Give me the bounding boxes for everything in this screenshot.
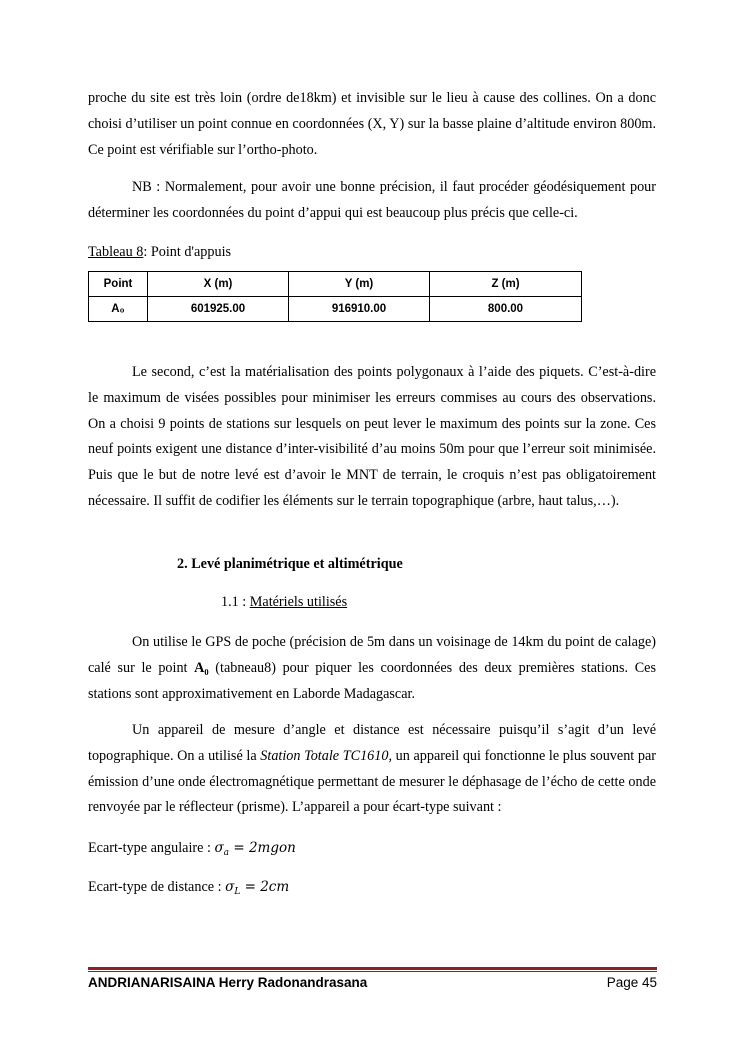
- formula-distance-symbol: σ: [225, 879, 235, 895]
- formula-distance-sub: L: [234, 887, 241, 897]
- gps-point-ref: A₀: [194, 659, 209, 676]
- paragraph-station: [88, 718, 656, 821]
- subsection-number: 1.1 :: [221, 594, 250, 610]
- table-header-point: Point: [89, 272, 148, 297]
- paragraph-gps: [88, 630, 656, 707]
- table-row: [89, 297, 582, 322]
- page-number: Page 45: [606, 975, 657, 990]
- paragraph-intro: proche du site est très loin (ordre de18km) et invisible sur le lieu à cause des collines. On a donc choisi d’utiliser un point connue en coordonnées (X, Y) sur la basse plaine d’altitude environ 800m. Ce point est vérifiable sur l’ortho-photo.: [88, 90, 656, 158]
- section-heading: 2. Levé planimétrique et altimétrique: [177, 556, 403, 572]
- table-caption-text: : Point d'appuis: [143, 244, 232, 260]
- table-caption-label: Tableau 8: [88, 244, 144, 260]
- table-cell-z: 800.00: [430, 297, 582, 322]
- table-cell-point: A₀: [89, 297, 148, 322]
- table-cell-y: 916910.00: [289, 297, 430, 322]
- formula-distance-label: Ecart-type de distance :: [88, 879, 226, 895]
- formula-distance: [88, 877, 289, 902]
- table-caption: [88, 242, 231, 262]
- subsection-heading: [221, 594, 347, 611]
- gps-text-after: (tabneau8) pour piquer les coordonnées des deux premières stations. Ces stations sont approximativement en Laborde Madagascar.: [88, 659, 656, 702]
- station-name: Station Totale TC1610,: [260, 747, 393, 764]
- gps-text-before: On utilise le GPS de poche (précision de 5m dans un voisinage de 14km du point de calage) calé sur le point: [88, 634, 656, 676]
- points-table: [88, 271, 582, 322]
- table-header-z: Z (m): [430, 272, 582, 297]
- paragraph-nb: NB : Normalement, pour avoir une bonne précision, il faut procéder géodésiquement pour déterminer les coordonnées du point d’appui qui est beaucoup plus précis que celle-ci.: [88, 179, 656, 221]
- table-header-y: Y (m): [289, 272, 430, 297]
- table-header-x: X (m): [148, 272, 289, 297]
- formula-distance-value: = 2cm: [240, 879, 290, 895]
- station-text-before: Un appareil de mesure d’angle et distance est nécessaire puisqu’il s’agit d’un levé topographique. On a utilisé la: [88, 722, 656, 764]
- footer-rule-thin: [88, 971, 657, 972]
- formula-angular-sub: a: [223, 848, 230, 858]
- station-text-after: un appareil qui fonctionne le plus souvent par émission d’une onde électromagnétique permettant de mesurer le déphasage de l’écho de cette onde renvoyée par le réflecteur (prisme). L’appareil a pour écart-type suivant :: [88, 747, 656, 816]
- subsection-title: Matériels utilisés: [249, 594, 348, 610]
- formula-angular-symbol: σ: [214, 840, 224, 856]
- formula-angular: [88, 838, 296, 863]
- table-cell-x: 601925.00: [148, 297, 289, 322]
- table-header-row: [89, 272, 582, 297]
- formula-angular-value: = 2mgon: [229, 840, 296, 856]
- formula-angular-label: Ecart-type angulaire :: [88, 840, 215, 856]
- paragraph-second: Le second, c’est la matérialisation des points polygonaux à l’aide des piquets. C’est-à-dire le maximum de visées possibles pour minimiser les erreurs commises au cours des observations. On a choisi 9 points de stations sur lesquels on peut lever le maximum des points sur la zone. Ces neuf points exigent une distance d’inter-visibilité d’au moins 50m pour que l’erreur soit minimisée. Puis que le but de notre levé est d’avoir le MNT de terrain, le croquis n’est pas obligatoirement nécessaire. Il suffit de codifier les éléments sur le terrain topographique (arbre, haut talus,…).: [88, 364, 656, 509]
- footer-author: ANDRIANARISAINA Herry Radonandrasana: [88, 975, 368, 990]
- footer-rule: [88, 967, 657, 970]
